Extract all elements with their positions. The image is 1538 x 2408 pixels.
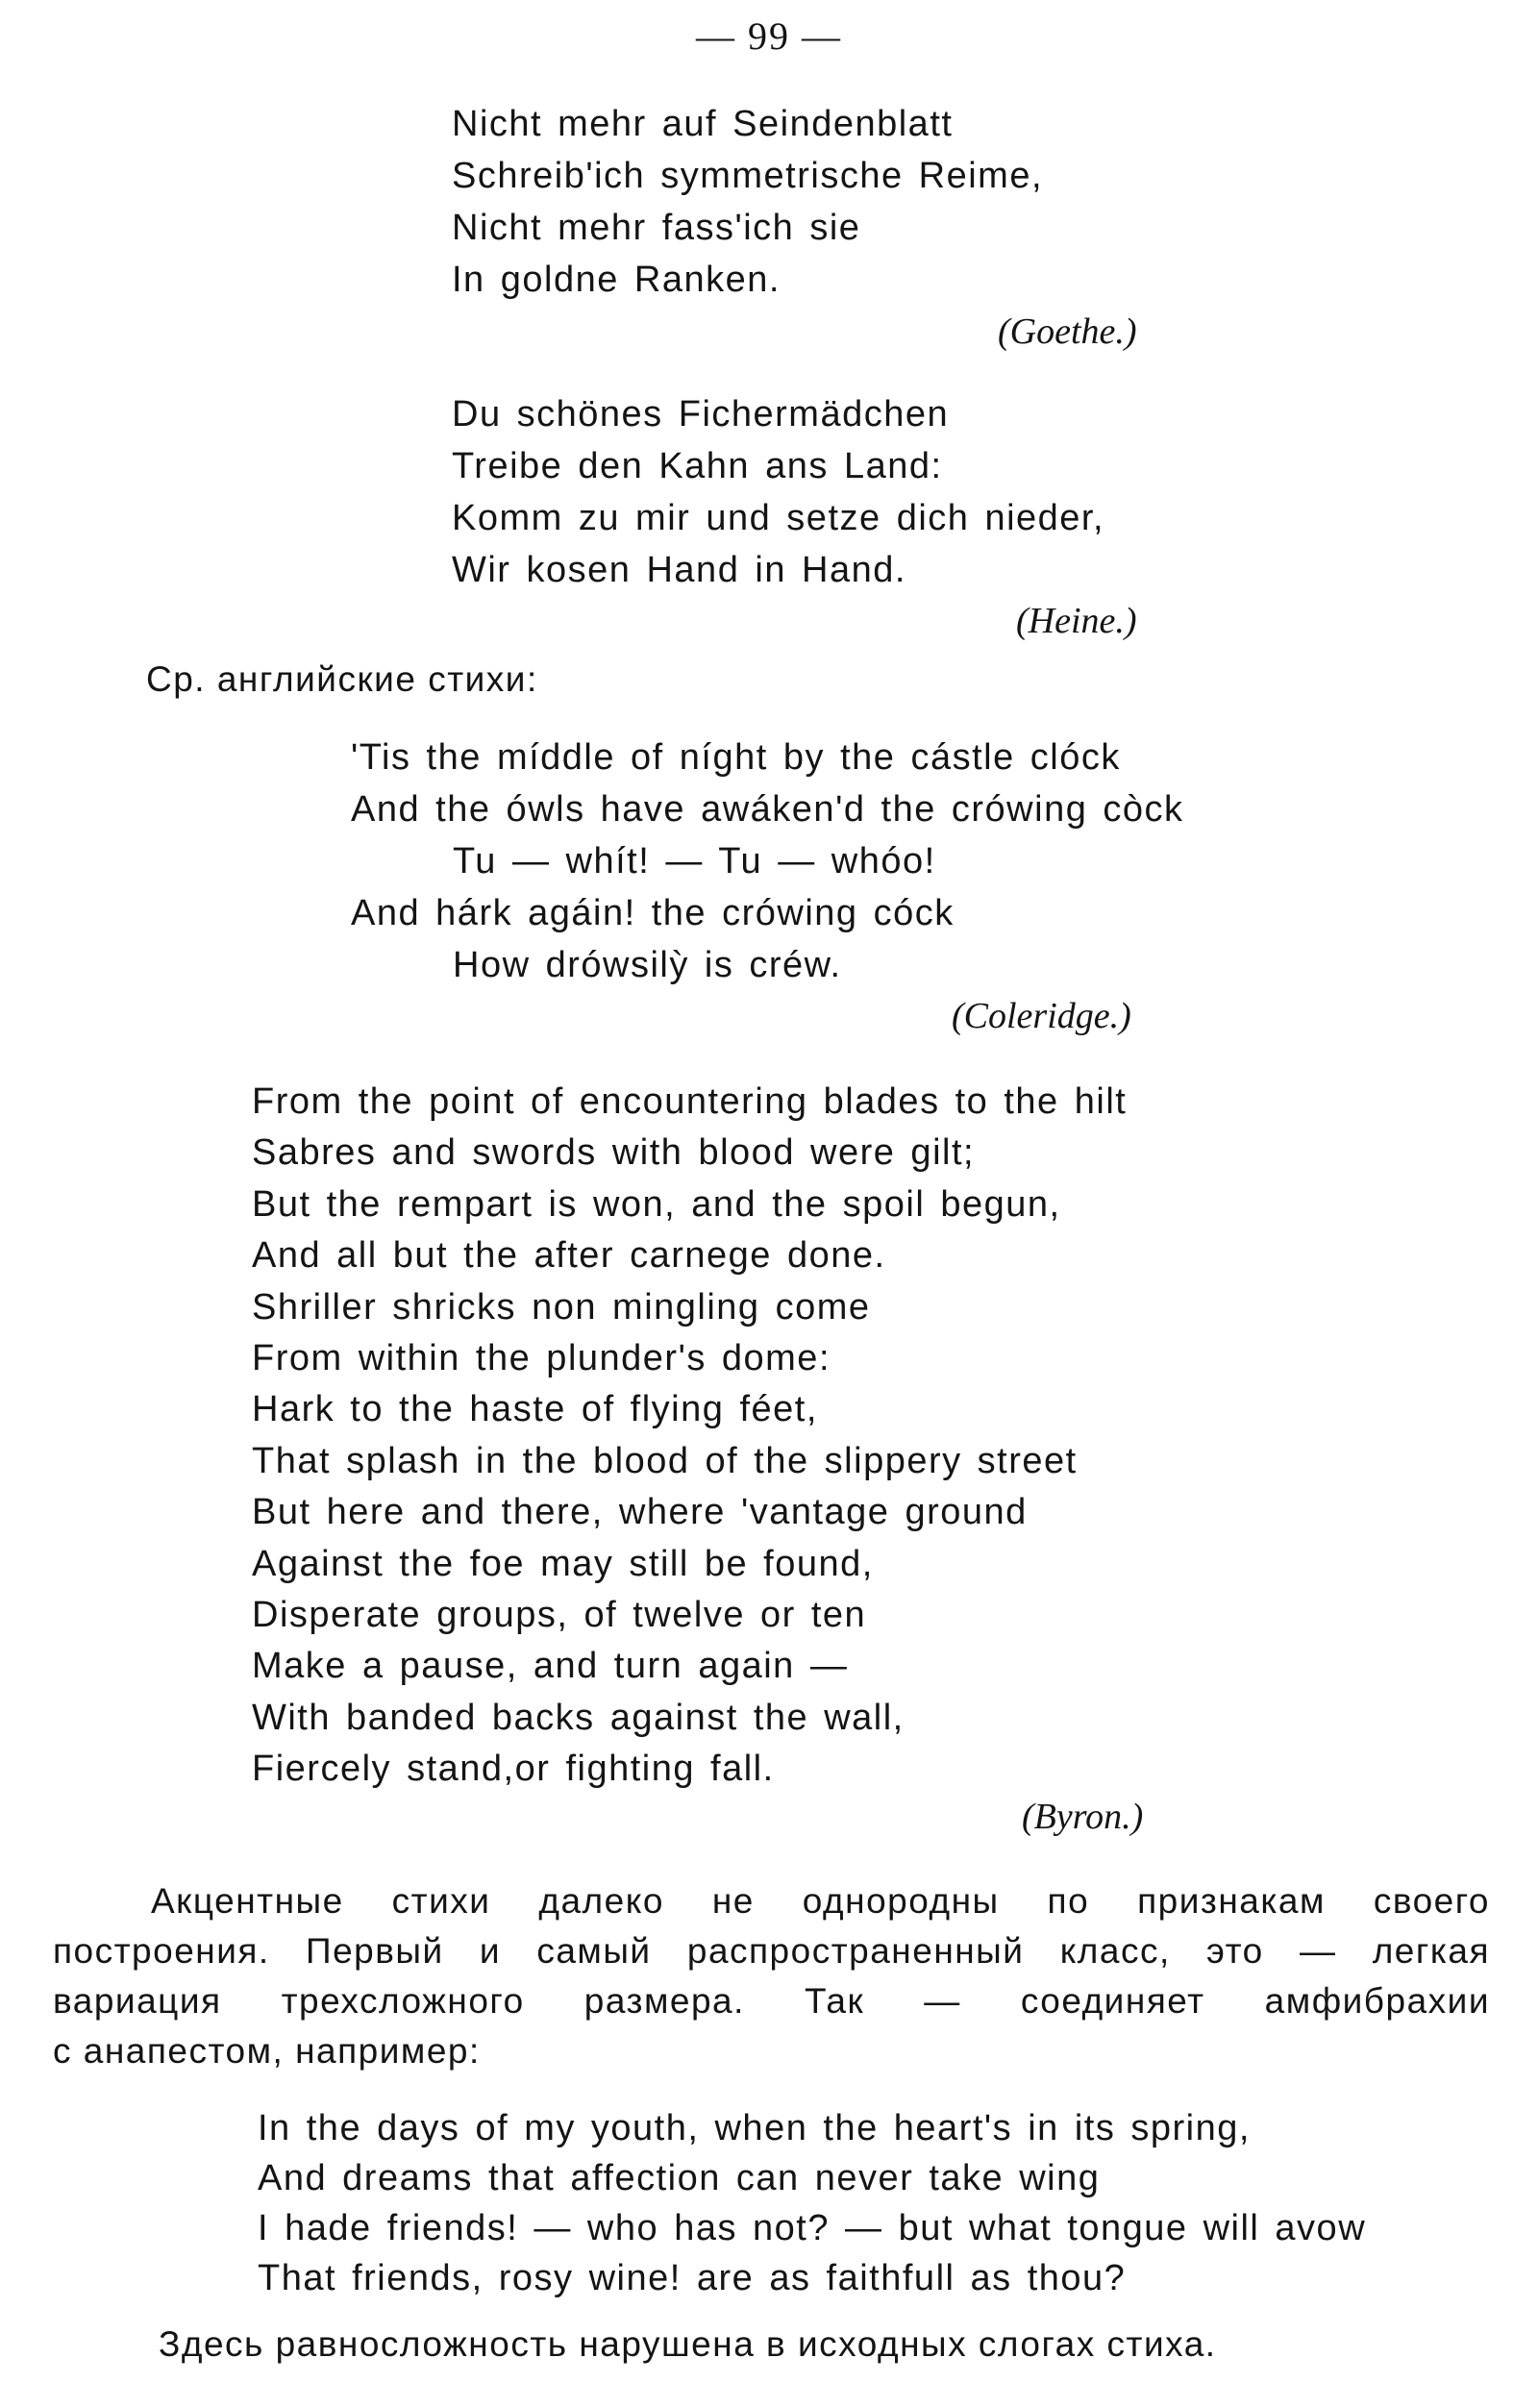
- page-number: — 99 —: [696, 14, 842, 58]
- english-verses-intro: Ср. английские стихи:: [146, 659, 538, 699]
- verse-line: Komm zu mir und setze dich nieder,: [452, 498, 1105, 538]
- verse-line: 'Tis the míddle of níght by the cástle clóck: [351, 737, 1121, 778]
- verse-line: Du schönes Fichermädchen: [452, 394, 950, 434]
- verse-line: Tu — whít! — Tu — whóo!: [453, 841, 936, 881]
- verse-line: Schreib'ich symmetrische Reime,: [452, 156, 1044, 196]
- verse-line: And hárk agáin! the crówing cóck: [351, 893, 955, 933]
- verse-line: And all but the after carnege done.: [252, 1235, 886, 1277]
- closing-note: Здесь равносложность нарушена в исходных слогах стиха.: [159, 2324, 1217, 2364]
- coleridge-stanza: [351, 732, 1184, 991]
- verse-line: I hade friends! — who has not? — but what tongue will avow: [258, 2208, 1367, 2248]
- verse-line: Make a pause, and turn again —: [252, 1646, 849, 1687]
- coleridge-attribution: (Coleridge.): [952, 996, 1131, 1036]
- accent-verse-paragraph: [53, 1876, 1490, 2076]
- paragraph-line: с анапестом, например:: [53, 2031, 481, 2071]
- verse-line: Against the foe may still be found,: [252, 1543, 874, 1584]
- verse-line: That friends, rosy wine! are as faithfull as thou?: [258, 2258, 1127, 2298]
- verse-line: And dreams that affection can never take wing: [258, 2158, 1101, 2198]
- byron-stanza: [252, 1077, 1127, 1796]
- heine-attribution: (Heine.): [1016, 601, 1137, 641]
- verse-line: That splash in the blood of the slippery street: [252, 1440, 1078, 1481]
- verse-line: In goldne Ranken.: [452, 260, 781, 300]
- verse-line: But here and there, where 'vantage ground: [252, 1492, 1028, 1533]
- verse-line: In the days of my youth, when the heart's in its spring,: [258, 2108, 1251, 2148]
- byron-attribution: (Byron.): [1022, 1797, 1144, 1837]
- verse-line: Shriller shricks non mingling come: [252, 1286, 871, 1328]
- goethe-stanza: [452, 98, 1043, 306]
- paragraph-line: построения. Первый и самый распространенный класс, это — легкая: [53, 1931, 1490, 1971]
- verse-line: With banded backs against the wall,: [252, 1697, 905, 1738]
- moore-stanza: [258, 2103, 1366, 2303]
- verse-line: Sabres and swords with blood were gilt;: [252, 1132, 976, 1174]
- verse-line: Disperate groups, of twelve or ten: [252, 1595, 867, 1636]
- verse-line: How drówsilỳ is créw.: [453, 945, 842, 985]
- verse-line: But the rempart is won, and the spoil begun,: [252, 1183, 1061, 1225]
- verse-line: And the ówls have awáken'd the crówing còck: [351, 789, 1184, 830]
- paragraph-line: Акцентные стихи далеко не однородны по признакам своего: [151, 1881, 1490, 1921]
- verse-line: Nicht mehr auf Seindenblatt: [452, 104, 954, 144]
- paragraph-line: вариация трехсложного размера. Так — соединяет амфибрахии: [53, 1981, 1490, 2021]
- verse-line: Hark to the haste of flying féet,: [252, 1389, 818, 1430]
- verse-line: From the point of encountering blades to the hilt: [252, 1081, 1128, 1122]
- verse-line: Nicht mehr fass'ich sie: [452, 208, 861, 248]
- goethe-attribution: (Goethe.): [998, 311, 1137, 352]
- verse-line: Treibe den Kahn ans Land:: [452, 446, 943, 486]
- verse-line: Fiercely stand,or fighting fall.: [252, 1749, 775, 1790]
- verse-line: Wir kosen Hand in Hand.: [452, 550, 906, 590]
- heine-stanza: [452, 388, 1104, 596]
- verse-line: From within the plunder's dome:: [252, 1338, 831, 1379]
